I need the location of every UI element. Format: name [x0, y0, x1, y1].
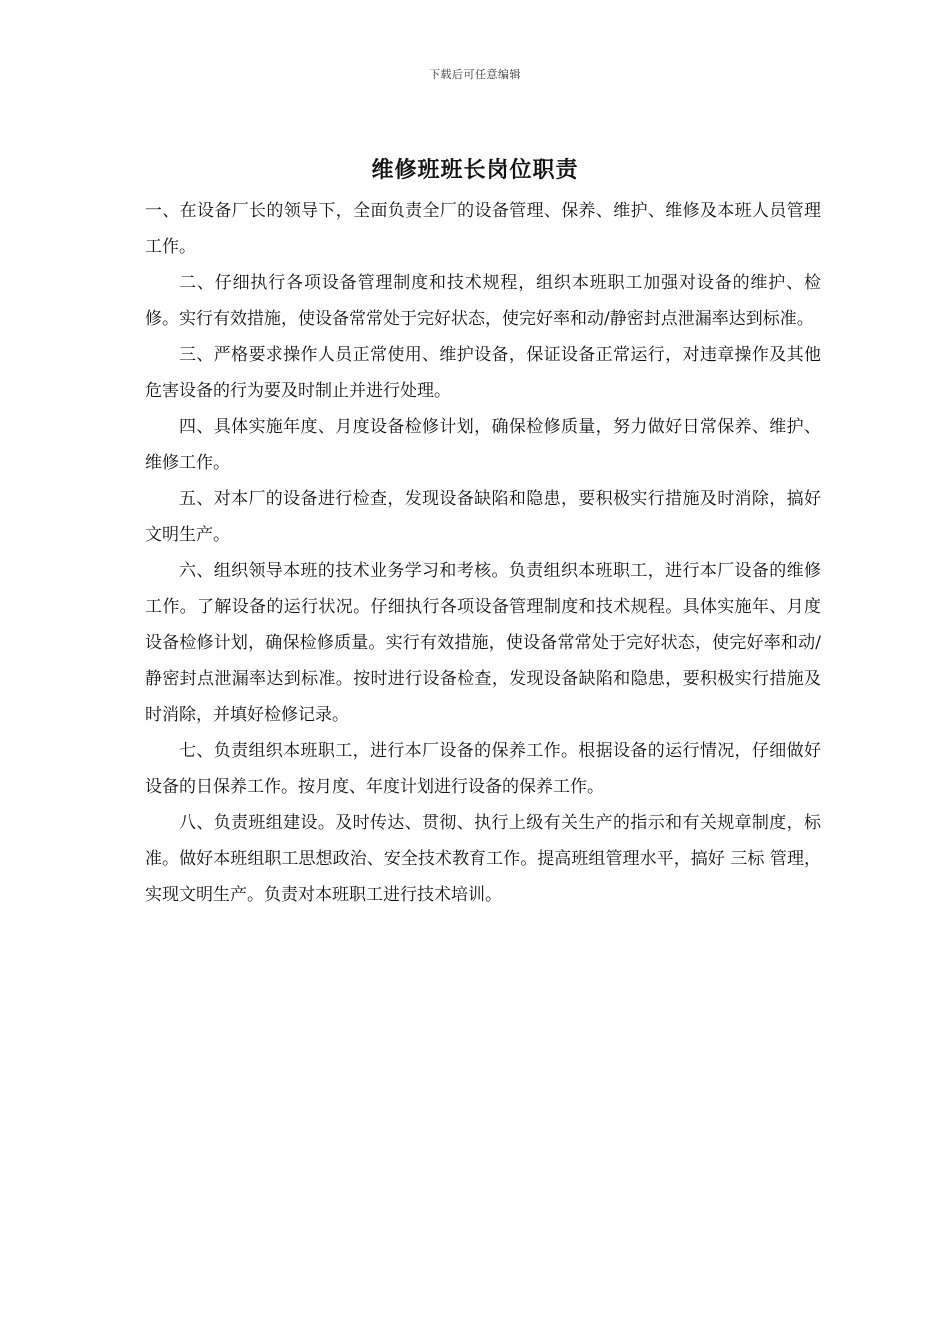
duty-paragraph-4: 四、具体实施年度、月度设备检修计划，确保检修质量，努力做好日常保养、维护、维修工作。	[145, 417, 821, 473]
duty-paragraph-6: 六、组织领导本班的技术业务学习和考核。负责组织本班职工，进行本厂设备的维修工作。了解设备的运行状况。仔细执行各项设备管理制度和技术规程。具体实施年、月度设备检修计划，确保检修质量。实行有效措施，使设备常常处于完好状态，使完好率和动/静密封点泄漏率达到标准。按时进行设备检查，发现设备缺陷和隐患，要积极实行措施及时消除，并填好检修记录。	[145, 561, 821, 725]
document-title: 维修班班长岗位职责	[371, 157, 579, 183]
duty-paragraph-7: 七、负责组织本班职工，进行本厂设备的保养工作。根据设备的运行情况，仔细做好设备的日保养工作。按月度、年度计划进行设备的保养工作。	[145, 741, 821, 797]
duty-paragraph-3: 三、严格要求操作人员正常使用、维护设备，保证设备正常运行，对违章操作及其他危害设备的行为要及时制止并进行处理。	[145, 345, 821, 401]
document-body	[145, 193, 821, 913]
duty-paragraph-8: 八、负责班组建设。及时传达、贯彻、执行上级有关生产的指示和有关规章制度，标准。做好本班组职工思想政治、安全技术教育工作。提高班组管理水平，搞好 三标 管理，实现文明生产。负责对本班职工进行技术培训。	[145, 813, 821, 905]
duty-paragraph-5: 五、对本厂的设备进行检查，发现设备缺陷和隐患，要积极实行措施及时消除，搞好文明生产。	[145, 489, 821, 545]
header-note: 下载后可任意编辑	[429, 68, 521, 81]
duty-paragraph-1: 一、在设备厂长的领导下，全面负责全厂的设备管理、保养、维护、维修及本班人员管理工作。	[145, 201, 821, 257]
duty-paragraph-2: 二、仔细执行各项设备管理制度和技术规程，组织本班职工加强对设备的维护、检修。实行有效措施，使设备常常处于完好状态，使完好率和动/静密封点泄漏率达到标准。	[145, 273, 821, 329]
